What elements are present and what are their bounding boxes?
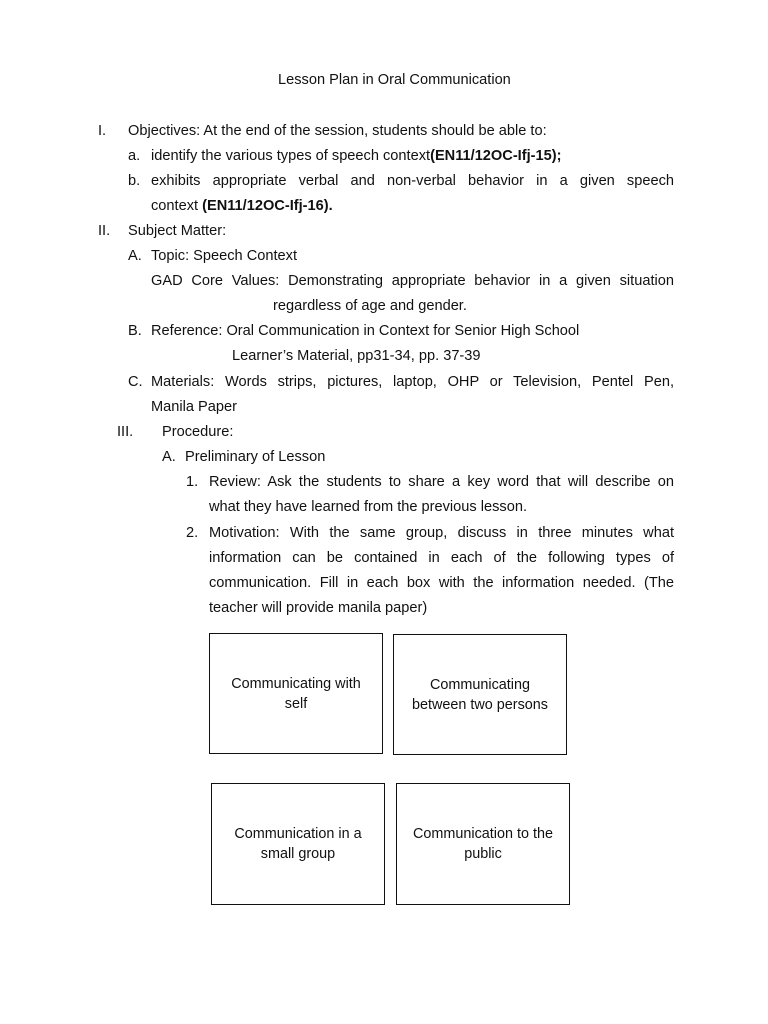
subject-a-label: A. bbox=[128, 248, 142, 264]
motivation-line-4: teacher will provide manila paper) bbox=[209, 600, 428, 616]
procedure-a-label: A. bbox=[162, 449, 176, 465]
gad-core-values-line-2: regardless of age and gender. bbox=[273, 298, 467, 314]
section-3-number: III. bbox=[117, 424, 134, 440]
box-communicating-with-self bbox=[209, 633, 383, 754]
objective-b-line-1: exhibits appropriate verbal and non-verbal behavior in a given speech bbox=[151, 173, 674, 189]
objective-a-label: a. bbox=[128, 148, 141, 164]
section-1-number: I. bbox=[98, 123, 107, 139]
box-public-label: Communication to the public bbox=[413, 826, 553, 862]
objective-b-text-2: context bbox=[151, 198, 203, 214]
step-2-label: 2. bbox=[186, 525, 199, 541]
box-communicating-between-two-persons bbox=[393, 634, 567, 755]
reference-line-1: Reference: Oral Communication in Context for Senior High School bbox=[151, 323, 580, 339]
motivation-line-1: Motivation: With the same group, discuss in three minutes what bbox=[209, 525, 674, 541]
materials-line-1: Materials: Words strips, pictures, laptop, OHP or Television, Pentel Pen, bbox=[151, 374, 674, 390]
section-3-procedure: Procedure: bbox=[162, 424, 234, 440]
objective-a bbox=[151, 147, 561, 165]
box-group-label: Communication in a small group bbox=[234, 826, 362, 862]
topic-text: Topic: Speech Context bbox=[151, 248, 298, 264]
objective-b-line-2 bbox=[151, 197, 333, 215]
materials-line-2: Manila Paper bbox=[151, 399, 237, 415]
motivation-line-2: information can be contained in each of the following types of bbox=[209, 550, 674, 566]
step-1-label: 1. bbox=[186, 474, 199, 490]
box-communication-small-group bbox=[211, 783, 385, 905]
objective-a-text: identify the various types of speech context bbox=[151, 148, 431, 164]
preliminary-of-lesson: Preliminary of Lesson bbox=[185, 449, 326, 465]
box-self-label: Communicating with self bbox=[231, 675, 361, 712]
objective-b-code: (EN11/12OC-Ifj-16). bbox=[202, 198, 333, 214]
reference-line-2: Learner’s Material, pp31-34, pp. 37-39 bbox=[232, 348, 481, 364]
subject-b-label: B. bbox=[128, 323, 142, 339]
section-2-number: II. bbox=[98, 223, 111, 239]
objective-b-label: b. bbox=[128, 173, 141, 189]
box-communication-to-public bbox=[396, 783, 570, 905]
review-line-1: Review: Ask the students to share a key word that will describe on bbox=[209, 474, 674, 490]
motivation-line-3: communication. Fill in each box with the information needed. (The bbox=[209, 575, 674, 591]
section-2-subject-matter: Subject Matter: bbox=[128, 223, 227, 239]
subject-c-label: C. bbox=[128, 374, 143, 390]
page-title: Lesson Plan in Oral Communication bbox=[278, 72, 511, 88]
review-line-2: what they have learned from the previous lesson. bbox=[209, 499, 527, 515]
objective-a-code: (EN11/12OC-Ifj-15); bbox=[430, 148, 562, 164]
section-1-objectives: Objectives: At the end of the session, students should be able to: bbox=[128, 123, 547, 139]
gad-core-values-line-1: GAD Core Values: Demonstrating appropriate behavior in a given situation bbox=[151, 273, 674, 289]
box-two-label: Communicating between two persons bbox=[412, 676, 548, 713]
